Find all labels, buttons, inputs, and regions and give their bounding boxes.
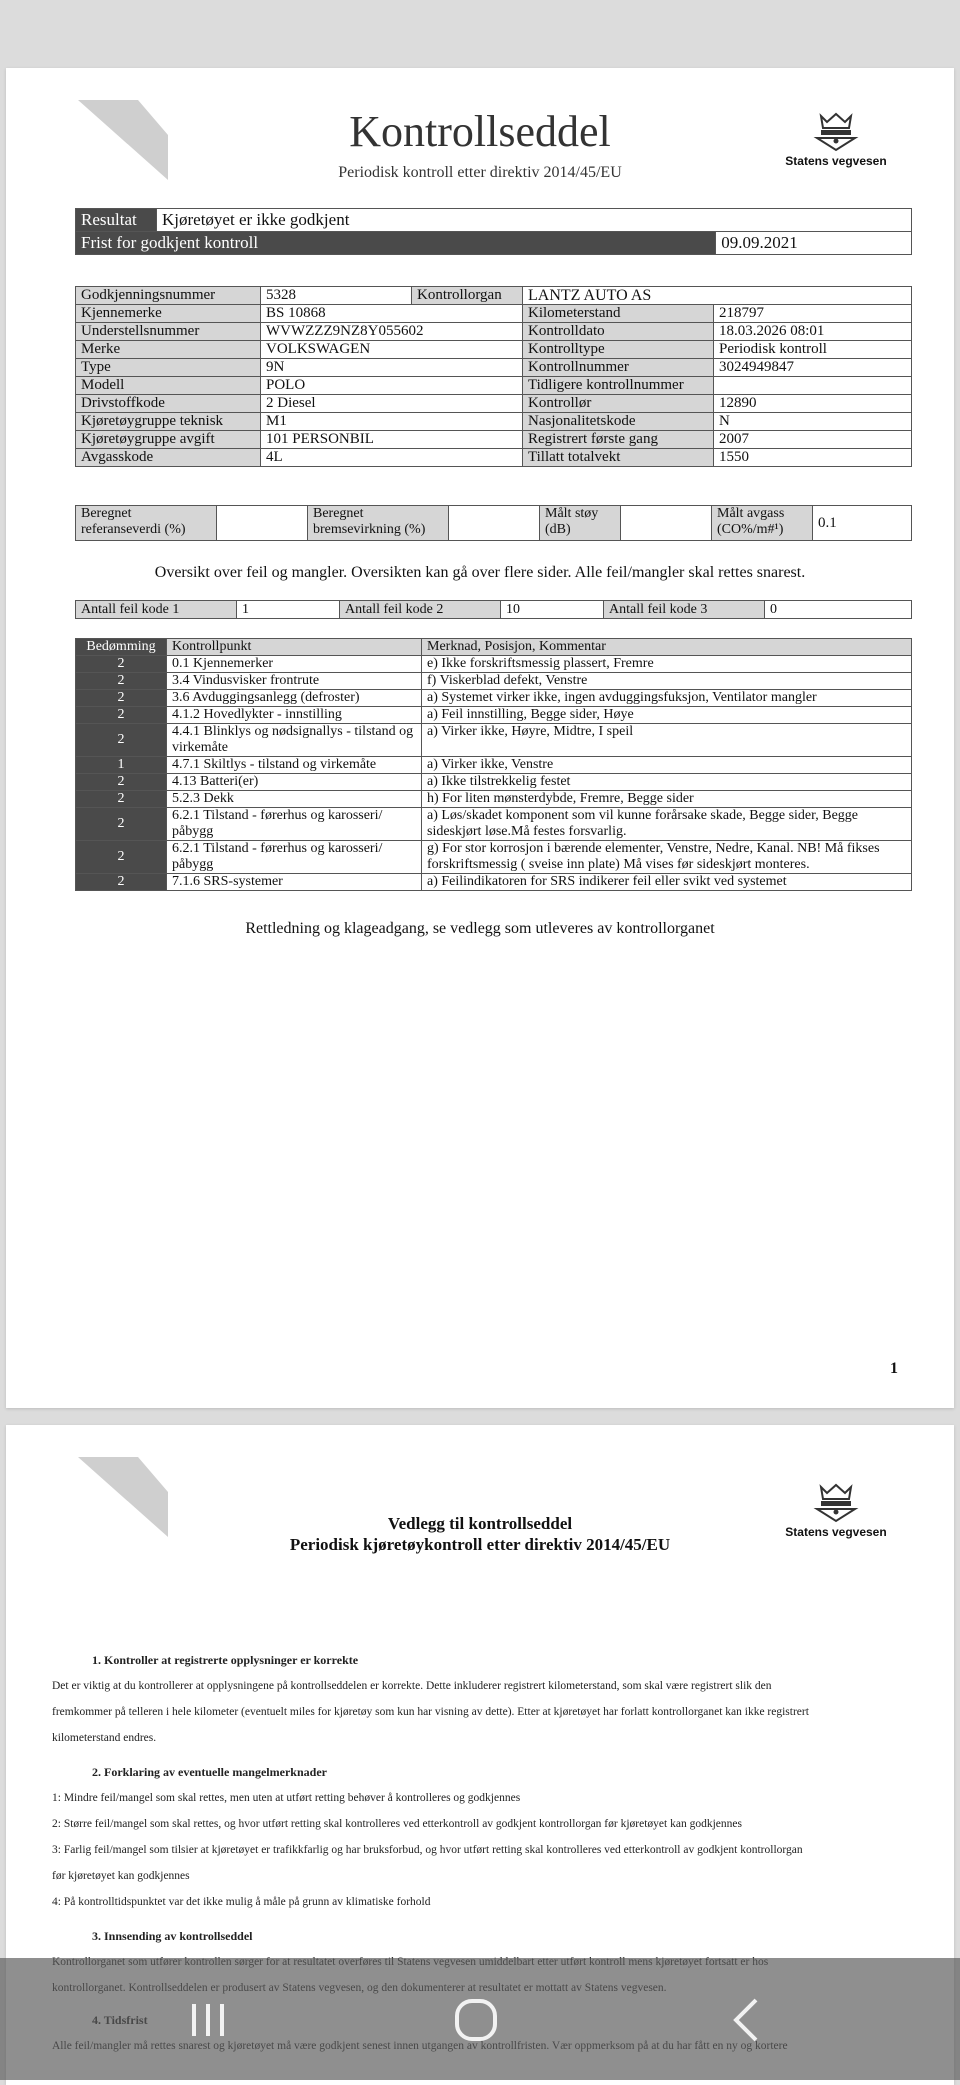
info-label: Tillatt totalvekt [523, 449, 714, 467]
measure-value [621, 506, 712, 541]
info-label: Kontrollorgan [412, 287, 523, 305]
defect-point: 0.1 Kjennemerker [167, 656, 422, 673]
defect-point: 4.13 Batteri(er) [167, 774, 422, 791]
table-row [76, 690, 912, 707]
defect-grade: 2 [76, 841, 167, 874]
result-table [75, 208, 912, 255]
info-label: Understellsnummer [76, 323, 261, 341]
defect-point: 6.2.1 Tilstand - førerhus og karosseri/ påbygg [167, 808, 422, 841]
defect-comment: e) Ikke forskriftsmessig plassert, Fremre [422, 656, 912, 673]
info-label: Kontrolltype [523, 341, 714, 359]
defect-grade: 2 [76, 791, 167, 808]
info-label: Nasjonalitetskode [523, 413, 714, 431]
info-value: N [714, 413, 912, 431]
defect-comment: a) Feil innstilling, Begge sider, Høye [422, 707, 912, 724]
table-row [76, 757, 912, 774]
info-value: 3024949847 [714, 359, 912, 377]
recent-apps-icon [188, 2000, 228, 2040]
statens-vegvesen-logo [766, 1483, 906, 1539]
info-label: Merke [76, 341, 261, 359]
recent-apps-button[interactable] [178, 1990, 238, 2050]
count-label: Antall feil kode 1 [76, 601, 237, 619]
info-value: 4L [261, 449, 523, 467]
appendix-section-2 [52, 1759, 912, 1915]
info-value: WVWZZZ9NZ8Y055602 [261, 323, 523, 341]
info-value: M1 [261, 413, 523, 431]
defect-comment: h) For liten mønsterdybde, Fremre, Begge sider [422, 791, 912, 808]
defect-comment: a) Systemet virker ikke, ingen avduggingsfuksjon, Ventilator mangler [422, 690, 912, 707]
measure-label: Målt avgass (CO%/m#¹) [712, 506, 813, 541]
defect-grade: 2 [76, 656, 167, 673]
section-text: kilometerstand endres. [52, 1732, 157, 1744]
defect-header-comment: Merknad, Posisjon, Kommentar [422, 639, 912, 656]
measure-value [217, 506, 308, 541]
overview-text: Oversikt over feil og mangler. Oversikten kan gå over flere sider. Alle feil/mangler skal rettes snarest. [154, 564, 806, 581]
count-value: 0 [765, 601, 912, 619]
home-button[interactable] [446, 1990, 506, 2050]
info-label: Kontrolldato [523, 323, 714, 341]
defect-point: 7.1.6 SRS-systemer [167, 874, 422, 891]
defect-comment: g) For stor korrosjon i bærende elementer, Venstre, Nedre, Kanal. NB! Må fikses forskriftsmessig ( sveise inn plate) Må vises før sideskjørt monteres. [422, 841, 912, 874]
defect-point: 4.1.2 Hovedlykter - innstilling [167, 707, 422, 724]
defect-comment: a) Ikke tilstrekkelig festet [422, 774, 912, 791]
count-label: Antall feil kode 3 [604, 601, 765, 619]
home-icon [452, 1996, 500, 2044]
table-row [76, 874, 912, 891]
defect-header-grade: Bedømming [76, 639, 167, 656]
info-value: 18.03.2026 08:01 [714, 323, 912, 341]
measure-label: Beregnet bremsevirkning (%) [308, 506, 449, 541]
info-label: Kjøretøygruppe teknisk [76, 413, 261, 431]
info-label: Kontrollnummer [523, 359, 714, 377]
section-text: fremkommer på telleren i hele kilometer (eventuelt miles for kjøretøy som kun har visning av dette). Etter at kjøretøyet har forlatt kontrollorganet kan ikke registrert [52, 1706, 809, 1718]
defect-grade: 1 [76, 757, 167, 774]
defect-comment: a) Virker ikke, Venstre [422, 757, 912, 774]
info-value: VOLKSWAGEN [261, 341, 523, 359]
section-text: Det er viktig at du kontrollerer at opplysningene på kontrollseddelen er korrekte. Dette inkluderer registrert kilometerstand, som skal være registrert slik den [52, 1680, 772, 1692]
page-number: 1 [890, 1360, 898, 1377]
table-row [76, 774, 912, 791]
crown-shield-icon [809, 112, 863, 152]
section-text: 1: Mindre feil/mangel som skal rettes, men uten at utført retting behøver å kontrolleres og godkjennes [52, 1792, 521, 1804]
count-value: 1 [237, 601, 340, 619]
defect-point: 5.2.3 Dekk [167, 791, 422, 808]
info-value: 1550 [714, 449, 912, 467]
info-label: Tidligere kontrollnummer [523, 377, 714, 395]
measurement-table [75, 505, 912, 541]
measure-value: 0.1 [813, 506, 912, 541]
defect-point: 4.4.1 Blinklys og nødsignallys - tilstand og virkemåte [167, 724, 422, 757]
section-text: 3: Farlig feil/mangel som tilsier at kjøretøyet er trafikkfarlig og har bruksforbud, og hvor utført retting skal kontrolleres ved etterkontroll av godkjent kontrollorgan [52, 1844, 803, 1856]
info-value: 5328 [261, 287, 412, 305]
info-value: 218797 [714, 305, 912, 323]
info-value: Periodisk kontroll [714, 341, 912, 359]
info-label: Godkjenningsnummer [76, 287, 261, 305]
info-value: LANTZ AUTO AS [523, 287, 912, 305]
section-heading: 1. Kontroller at registrerte opplysninger er korrekte [92, 1653, 359, 1667]
info-value: 12890 [714, 395, 912, 413]
result-value: Kjøretøyet er ikke godkjent [157, 209, 912, 232]
count-label: Antall feil kode 2 [340, 601, 501, 619]
info-value: 101 PERSONBIL [261, 431, 523, 449]
appendix-title-line-1: Vedlegg til kontrollseddel [387, 1514, 573, 1533]
defect-point: 6.2.1 Tilstand - førerhus og karosseri/ påbygg [167, 841, 422, 874]
count-value: 10 [501, 601, 604, 619]
table-row [76, 724, 912, 757]
info-label: Registrert første gang [523, 431, 714, 449]
defect-comment: a) Virker ikke, Høyre, Midtre, I speil [422, 724, 912, 757]
info-label: Type [76, 359, 261, 377]
back-icon [726, 1996, 766, 2044]
system-navigation-bar [0, 1958, 960, 2080]
result-label: Resultat [76, 209, 157, 232]
guidance-text: Rettledning og klageadgang, se vedlegg som utleveres av kontrollorganet [245, 920, 715, 937]
info-value: 9N [261, 359, 523, 377]
section-text: 4: På kontrolltidspunktet var det ikke mulig å måle på grunn av klimatiske forhold [52, 1896, 431, 1908]
document-page-1 [6, 68, 954, 1408]
defect-count-table [75, 600, 912, 619]
info-value: BS 10868 [261, 305, 523, 323]
table-row [76, 808, 912, 841]
defect-point: 4.7.1 Skiltlys - tilstand og virkemåte [167, 757, 422, 774]
table-row [76, 791, 912, 808]
page-title: Kontrollseddel [349, 107, 611, 156]
statens-vegvesen-logo [766, 112, 906, 168]
appendix-section-1 [52, 1647, 912, 1751]
section-heading: 2. Forklaring av eventuelle mangelmerknader [92, 1765, 327, 1779]
defect-grade: 2 [76, 673, 167, 690]
info-label: Avgasskode [76, 449, 261, 467]
info-label: Drivstoffkode [76, 395, 261, 413]
deadline-value: 09.09.2021 [716, 232, 912, 255]
table-row [76, 707, 912, 724]
defect-comment: f) Viskerblad defekt, Venstre [422, 673, 912, 690]
info-label: Kjennemerke [76, 305, 261, 323]
info-value: 2007 [714, 431, 912, 449]
appendix-title-line-2: Periodisk kjøretøykontroll etter direktiv 2014/45/EU [289, 1535, 671, 1554]
table-row [76, 673, 912, 690]
info-value: 2 Diesel [261, 395, 523, 413]
defect-grade: 2 [76, 774, 167, 791]
info-value [714, 377, 912, 395]
back-button[interactable] [716, 1990, 776, 2050]
table-row [76, 841, 912, 874]
info-value: POLO [261, 377, 523, 395]
defect-grade: 2 [76, 690, 167, 707]
section-text: 2: Større feil/mangel som skal rettes, og hvor utført retting skal kontrolleres ved etterkontroll av godkjent kontrollorgan før kjøretøyet kan godkjennes [52, 1818, 742, 1830]
info-label: Kontrollør [523, 395, 714, 413]
defect-point: 3.6 Avduggingsanlegg (defroster) [167, 690, 422, 707]
defect-point: 3.4 Vindusvisker frontrute [167, 673, 422, 690]
info-label: Kjøretøygruppe avgift [76, 431, 261, 449]
info-label: Kilometerstand [523, 305, 714, 323]
defect-grade: 2 [76, 724, 167, 757]
defect-grade: 2 [76, 707, 167, 724]
measure-value [449, 506, 540, 541]
logo-text: Statens vegvesen [785, 154, 887, 168]
page-subtitle: Periodisk kontroll etter direktiv 2014/45/EU [338, 164, 622, 181]
defect-table [75, 638, 912, 891]
measure-label: Målt støy (dB) [540, 506, 621, 541]
defect-header-point: Kontrollpunkt [167, 639, 422, 656]
measure-label: Beregnet referanseverdi (%) [76, 506, 217, 541]
crown-shield-icon [809, 1483, 863, 1523]
deadline-label: Frist for godkjent kontroll [76, 232, 716, 255]
defect-comment: a) Feilindikatoren for SRS indikerer feil eller svikt ved systemet [422, 874, 912, 891]
info-label: Modell [76, 377, 261, 395]
vehicle-info-table [75, 286, 912, 467]
section-text: før kjøretøyet kan godkjennes [52, 1870, 190, 1882]
table-row [76, 656, 912, 673]
section-heading: 3. Innsending av kontrollseddel [92, 1929, 253, 1943]
defect-grade: 2 [76, 874, 167, 891]
defect-comment: a) Løs/skadet komponent som vil kunne forårsake skade, Begge sider, Begge sideskjørt løse.Må festes forsvarlig. [422, 808, 912, 841]
defect-grade: 2 [76, 808, 167, 841]
logo-text: Statens vegvesen [785, 1525, 887, 1539]
